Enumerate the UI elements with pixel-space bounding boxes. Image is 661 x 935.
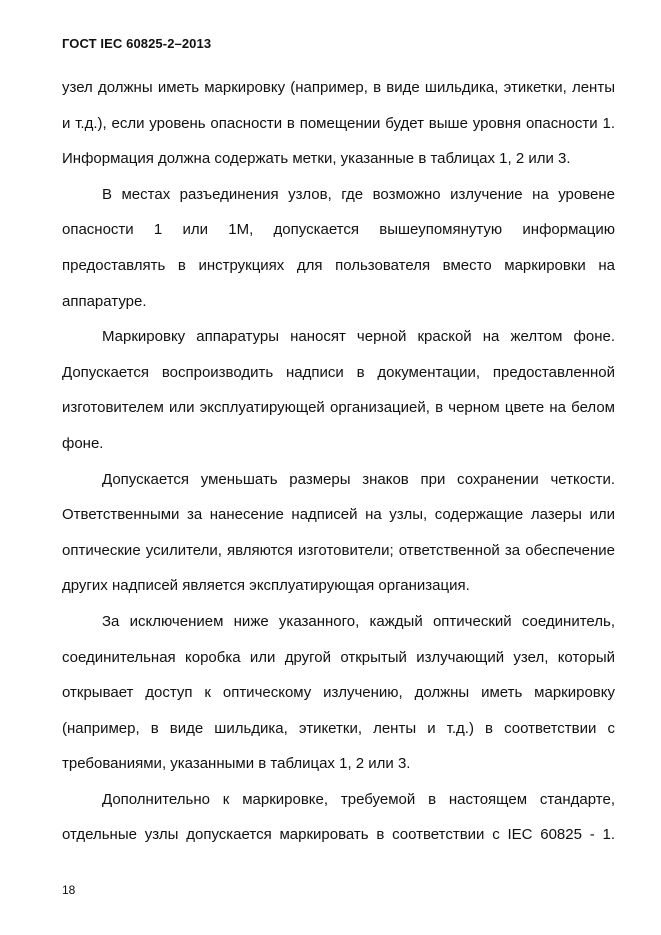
paragraph-continuation: узел должны иметь маркировку (например, в виде шильдика, этикетки, ленты и т.д.), если уровень опасности в помещении будет выше уровня опасности 1. Информация должна содержать метки, указанные в таблицах 1, 2 или 3. (62, 79, 615, 168)
paragraph-marking-colors: Маркировку аппаратуры наносят черной краской на желтом фоне. Допускается воспроизводить надписи в документации, предоставленной изготовителем или эксплуатирующей организацией, в черном цвете на белом фоне. (62, 328, 615, 452)
paragraph-disconnection-points: В местах разъединения узлов, где возможно излучение на уровене опасности 1 или 1М, допускается вышеупомянутую информацию предоставлять в инструкциях для пользователя вместо маркировки на аппаратуре. (62, 185, 615, 310)
paragraph-sign-size: Допускается уменьшать размеры знаков при сохранении четкости. Ответственными за нанесение надписей на узлы, содержащие лазеры или оптические усилители, являются изготовители; ответственной за обеспечение других надписей является эксплуатирующая организация. (62, 470, 615, 595)
page-number: 18 (62, 883, 76, 897)
paragraph-connector-marking: За исключением ниже указанного, каждый оптический соединитель, соединительная коробка или другой открытый излучающий узел, который открывает доступ к оптическому излучению, должны иметь маркировку (например, в виде шильдика, этикетки, ленты и т.д.) в соответствии с требованиями, указанными в таблицах 1, 2 или 3. (62, 612, 615, 773)
document-header: ГОСТ IEC 60825-2–2013 (62, 36, 212, 51)
paragraph-additional-marking: Дополнительно к маркировке, требуемой в настоящем стандарте, отдельные узлы допускается маркировать в соответствии с IEC 60825 - 1. (62, 790, 615, 844)
document-body (62, 70, 615, 853)
